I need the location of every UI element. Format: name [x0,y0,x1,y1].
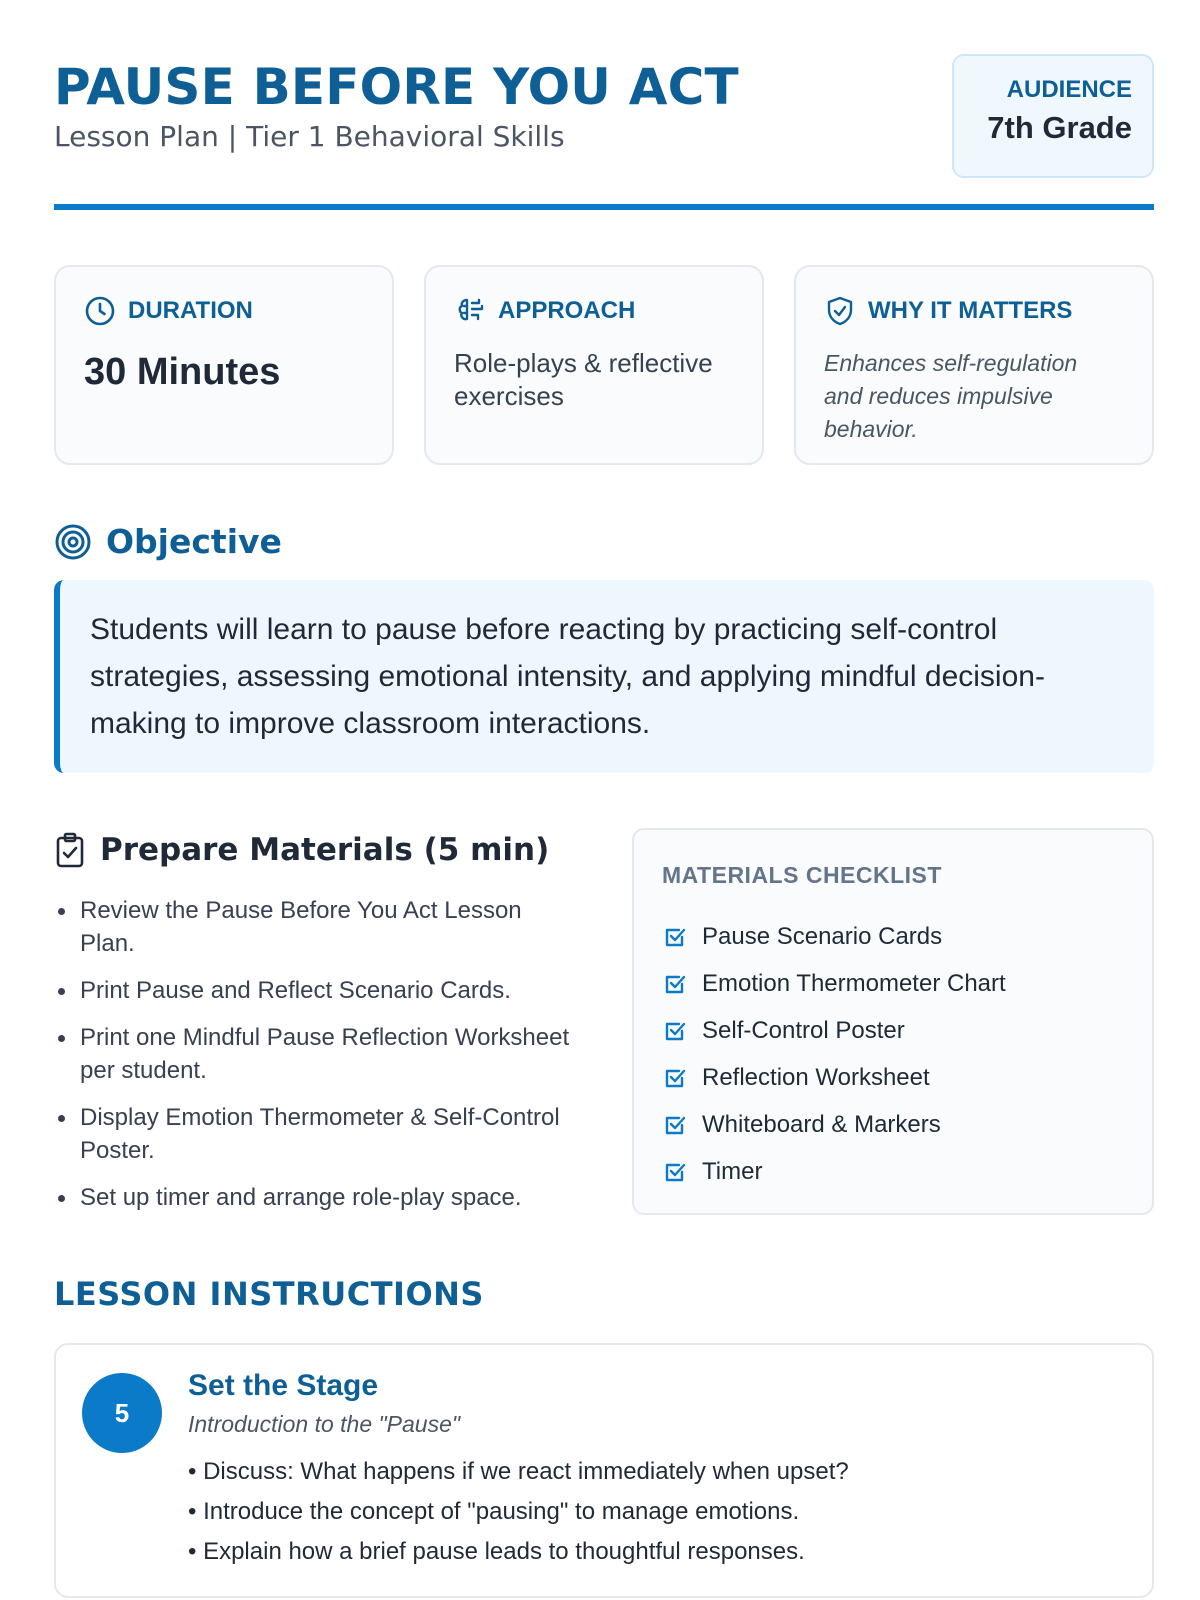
objective-text: Students will learn to pause before reacting by practicing self-control strategies, assessing emotional intensity, and applying mindful decision-making to improve classroom interactions. [90,613,1045,740]
checkbox-checked-icon [662,1159,688,1185]
list-item: Print Pause and Reflect Scenario Cards. [54,974,574,1007]
shield-check-icon [824,295,856,327]
checklist-item-label: Pause Scenario Cards [702,922,943,950]
audience-label: AUDIENCE [1006,76,1132,103]
page-subtitle: Lesson Plan | Tier 1 Behavioral Skills [54,120,565,153]
prepare-materials-title: Prepare Materials (5 min) [100,832,550,868]
audience-badge [952,54,1154,178]
checklist-item-label: Emotion Thermometer Chart [702,969,1006,997]
checklist-title: MATERIALS CHECKLIST [662,862,942,888]
list-item: • Introduce the concept of "pausing" to manage emotions. [188,1498,800,1525]
approach-card [424,265,764,465]
checkbox-checked-icon [662,1065,688,1091]
clock-icon [84,295,116,327]
checklist-item [662,1007,1152,1054]
checklist-item [662,1148,1152,1195]
checkbox-checked-icon [662,971,688,997]
brain-icon [454,295,486,327]
checklist-item [662,960,1152,1007]
target-icon [54,523,92,561]
checkbox-checked-icon [662,1112,688,1138]
step-number-badge: 5 [82,1373,162,1453]
clipboard-check-icon [54,832,86,868]
prepare-materials-list [54,894,574,1228]
info-cards [54,265,1154,465]
objective-box [54,580,1154,773]
why-it-matters-card [794,265,1154,465]
why-it-matters-label: WHY IT MATTERS [868,297,1073,324]
checklist-item-label: Reflection Worksheet [702,1063,930,1091]
lesson-step-card [54,1343,1154,1598]
prepare-materials-heading [54,832,549,868]
checkbox-checked-icon [662,1018,688,1044]
objective-title: Objective [106,522,282,561]
step-subtitle: Introduction to the "Pause" [188,1411,461,1437]
list-item: • Discuss: What happens if we react immediately when upset? [188,1458,849,1485]
checklist-item [662,1054,1152,1101]
duration-label: DURATION [128,297,253,324]
duration-value: 30 Minutes [84,351,281,393]
materials-checklist [632,828,1154,1215]
objective-heading [54,522,282,561]
approach-value: Role-plays & reflective exercises [454,348,713,411]
duration-card [54,265,394,465]
checklist-item [662,1101,1152,1148]
list-item: • Explain how a brief pause leads to thoughtful responses. [188,1538,805,1565]
header [54,54,1154,210]
why-it-matters-value: Enhances self-regulation and reduces impulsive behavior. [824,350,1078,442]
list-item: Set up timer and arrange role-play space. [54,1181,574,1214]
step-bullet-list [188,1452,849,1572]
page-title: PAUSE BEFORE YOU ACT [54,58,739,116]
list-item: Print one Mindful Pause Reflection Worksheet per student. [54,1021,574,1087]
checklist-item [662,913,1152,960]
approach-label: APPROACH [498,297,636,324]
checkbox-checked-icon [662,924,688,950]
list-item: Display Emotion Thermometer & Self-Control Poster. [54,1101,574,1167]
audience-value: 7th Grade [987,110,1132,145]
checklist-item-label: Self-Control Poster [702,1016,905,1044]
checklist-item-label: Whiteboard & Markers [702,1110,941,1138]
checklist-item-label: Timer [702,1157,763,1185]
lesson-instructions-title: LESSON INSTRUCTIONS [54,1275,484,1313]
step-title: Set the Stage [188,1369,379,1402]
list-item: Review the Pause Before You Act Lesson Plan. [54,894,574,960]
header-divider [54,204,1154,210]
